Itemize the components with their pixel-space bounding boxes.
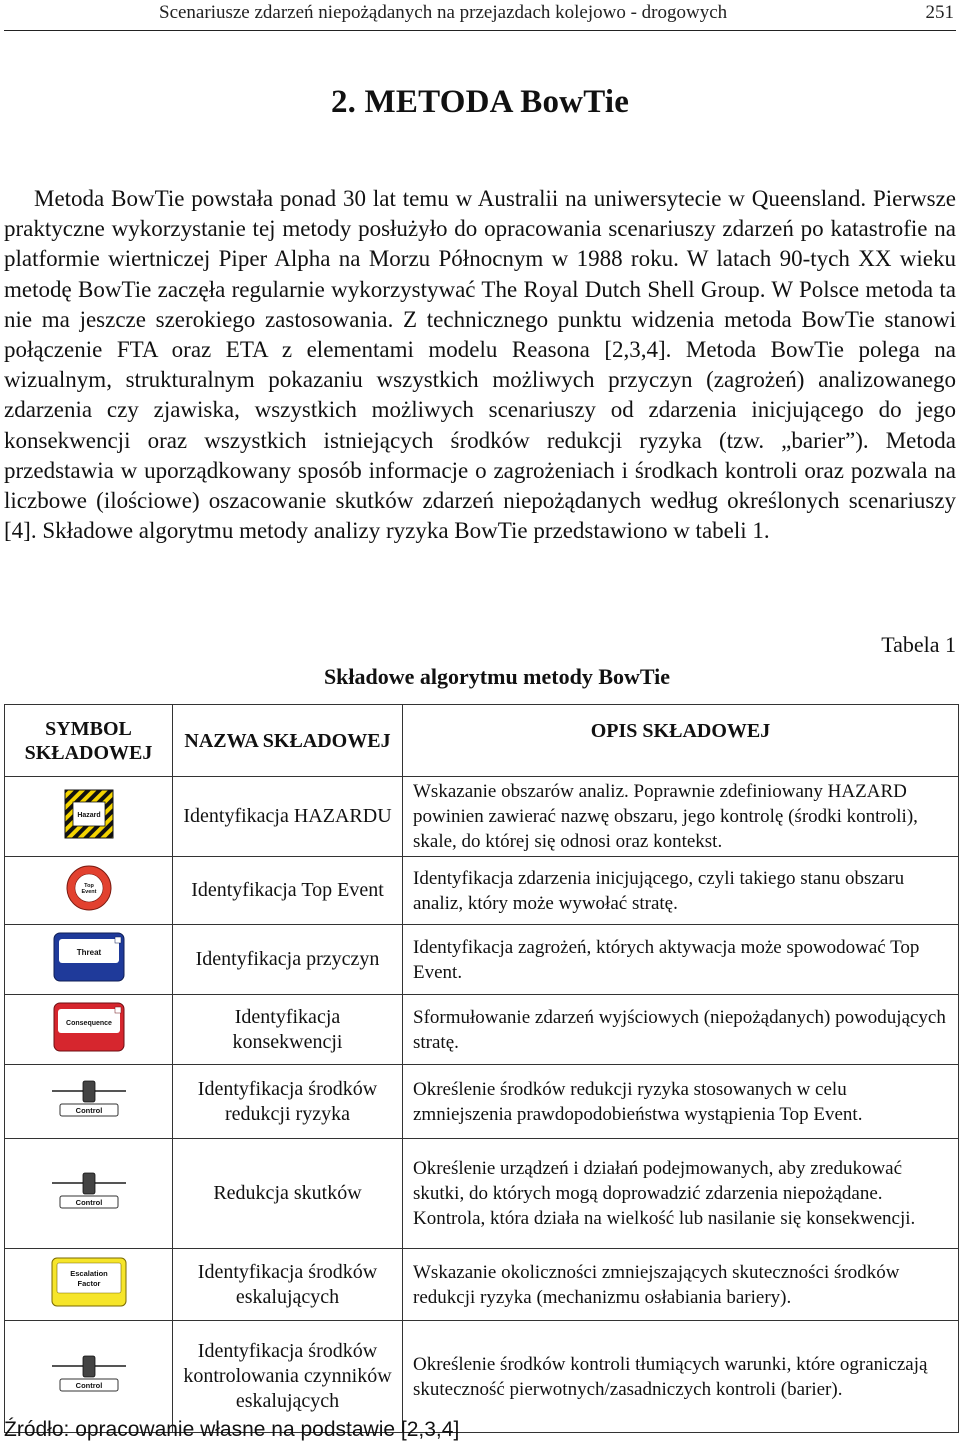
column-header-name: NAZWA SKŁADOWEJ xyxy=(173,705,403,777)
description-cell: Identyfikacja zagrożeń, których aktywacja może spowodować Top Event. xyxy=(403,925,959,995)
symbol-cell xyxy=(5,995,173,1065)
symbol-cell xyxy=(5,1065,173,1139)
description-cell: Określenie środków kontroli tłumiących warunki, które ograniczają skuteczność pierwotnych/zasadniczych kontroli (barier). xyxy=(403,1321,959,1433)
name-cell: Identyfikacja środków eskalujących xyxy=(173,1249,403,1321)
table-row xyxy=(5,857,959,925)
table-source-note: Źródło: opracowanie własne na podstawie [2,3,4] xyxy=(4,1418,460,1441)
control-icon xyxy=(52,1354,126,1394)
symbol-cell xyxy=(5,857,173,925)
table-row xyxy=(5,1249,959,1321)
control-icon-label: Control xyxy=(75,1106,102,1115)
symbol-cell xyxy=(5,777,173,857)
symbol-cell xyxy=(5,1321,173,1433)
name-cell: Identyfikacja środków redukcji ryzyka xyxy=(173,1065,403,1139)
description-cell: Określenie środków redukcji ryzyka stosowanych w celu zmniejszenia prawdopodobieństwa wystąpienia Top Event. xyxy=(403,1065,959,1139)
consequence-icon-label: Consequence xyxy=(65,1020,112,1027)
section-title: 2. METODA BowTie xyxy=(330,84,630,120)
table-row xyxy=(5,995,959,1065)
name-cell: Identyfikacja środków kontrolowania czynników eskalujących xyxy=(173,1321,403,1433)
description-cell: Sformułowanie zdarzeń wyjściowych (niepożądanych) powodujących stratę. xyxy=(403,995,959,1065)
symbol-cell xyxy=(5,1249,173,1321)
control-icon-label: Control xyxy=(75,1381,102,1390)
name-cell: Identyfikacja HAZARDU xyxy=(173,777,403,857)
bowtie-components-table xyxy=(4,704,959,1433)
column-header-description: OPIS SKŁADOWEJ xyxy=(403,705,959,777)
table-row xyxy=(5,925,959,995)
top-event-icon-label-top: Top xyxy=(83,883,94,889)
escalation-icon-label-line1: Escalation xyxy=(69,1269,108,1278)
page-header xyxy=(4,0,956,31)
name-cell: Identyfikacja Top Event xyxy=(173,857,403,925)
running-title: Scenariusze zdarzeń niepożądanych na przejazdach kolejowo - drogowych xyxy=(159,2,728,23)
symbol-cell xyxy=(5,925,173,995)
threat-icon-label: Threat xyxy=(76,948,101,957)
table-row xyxy=(5,1321,959,1433)
table-label: Tabela 1 xyxy=(881,632,956,657)
control-icon xyxy=(52,1079,126,1119)
consequence-icon xyxy=(52,1001,126,1053)
top-event-icon-label-event: Event xyxy=(81,889,96,895)
name-cell: Redukcja skutków xyxy=(173,1139,403,1249)
top-event-icon xyxy=(64,863,114,913)
description-cell: Określenie urządzeń i działań podejmowanych, aby zredukować skutki, do których mogą doprowadzić zdarzenia niepożądane. Kontrola, która działa na wielkość lub nasilanie się konsekwencji. xyxy=(403,1139,959,1249)
description-cell: Wskazanie obszarów analiz. Poprawnie zdefiniowany HAZARD powinien zawierać nazwę obszaru, jego kontrolę (środki kontroli), skale, do której się odnosi oraz kontekst. xyxy=(403,777,959,857)
table-header-row xyxy=(5,705,959,777)
hazard-icon-label: Hazard xyxy=(76,812,101,819)
table-caption: Składowe algorytmu metody BowTie xyxy=(323,664,671,689)
control-icon xyxy=(52,1171,126,1211)
escalation-icon-label-line2: Factor xyxy=(77,1279,100,1288)
table-row xyxy=(5,777,959,857)
description-cell: Wskazanie okoliczności zmniejszających skuteczności środków redukcji ryzyka (mechanizmu osłabiania bariery). xyxy=(403,1249,959,1321)
name-cell: Identyfikacja konsekwencji xyxy=(173,995,403,1065)
escalation-factor-icon xyxy=(50,1256,128,1308)
column-header-symbol: SYMBOL SKŁADOWEJ xyxy=(5,705,173,777)
table-row xyxy=(5,1065,959,1139)
body-paragraph: Metoda BowTie powstała ponad 30 lat temu w Australii na uniwersytecie w Queensland. Pierwsze praktyczne wykorzystanie tej metody posłużyło do opracowania scenariuszy zdarzeń po katastrofie na platformie wiertniczej Piper Alpha na Morzu Północnym w 1988 roku. W latach 90-tych XX wieku metodę BowTie zaczęła regularnie wykorzystywać The Royal Dutch Shell Group. W Polsce metoda ta nie ma jeszcze szerokiego zastosowania. Z technicznego punktu widzenia metoda BowTie stanowi połączenie FTA oraz ETA z elementami modelu Reasona [2,3,4]. Metoda BowTie polega na wizualnym, strukturalnym pokazaniu wszystkich możliwych przyczyn (zagrożeń) analizowanego zdarzenia czy zjawiska, wszystkich możliwych scenariuszy od zdarzenia inicjującego do jego konsekwencji oraz wszystkich istniejących środków redukcji ryzyka (tzw. „barier”). Metoda przedstawia w uporządkowany sposób informacje o zagrożeniach i środkach kontroli oraz pozwala na liczbowe (ilościowe) oszacowanie skutków zdarzeń niepożądanych według określonych scenariuszy [4]. Składowe algorytmu metody analizy ryzyka BowTie przedstawiono w tabeli 1. xyxy=(4,186,956,544)
page-number: 251 xyxy=(925,2,954,23)
threat-icon xyxy=(52,931,126,983)
symbol-cell xyxy=(5,1139,173,1249)
hazard-icon xyxy=(64,789,114,839)
control-icon-label: Control xyxy=(75,1198,102,1207)
table-row xyxy=(5,1139,959,1249)
name-cell: Identyfikacja przyczyn xyxy=(173,925,403,995)
description-cell: Identyfikacja zdarzenia inicjującego, czyli takiego stanu obszaru analiz, który może wywołać stratę. xyxy=(403,857,959,925)
